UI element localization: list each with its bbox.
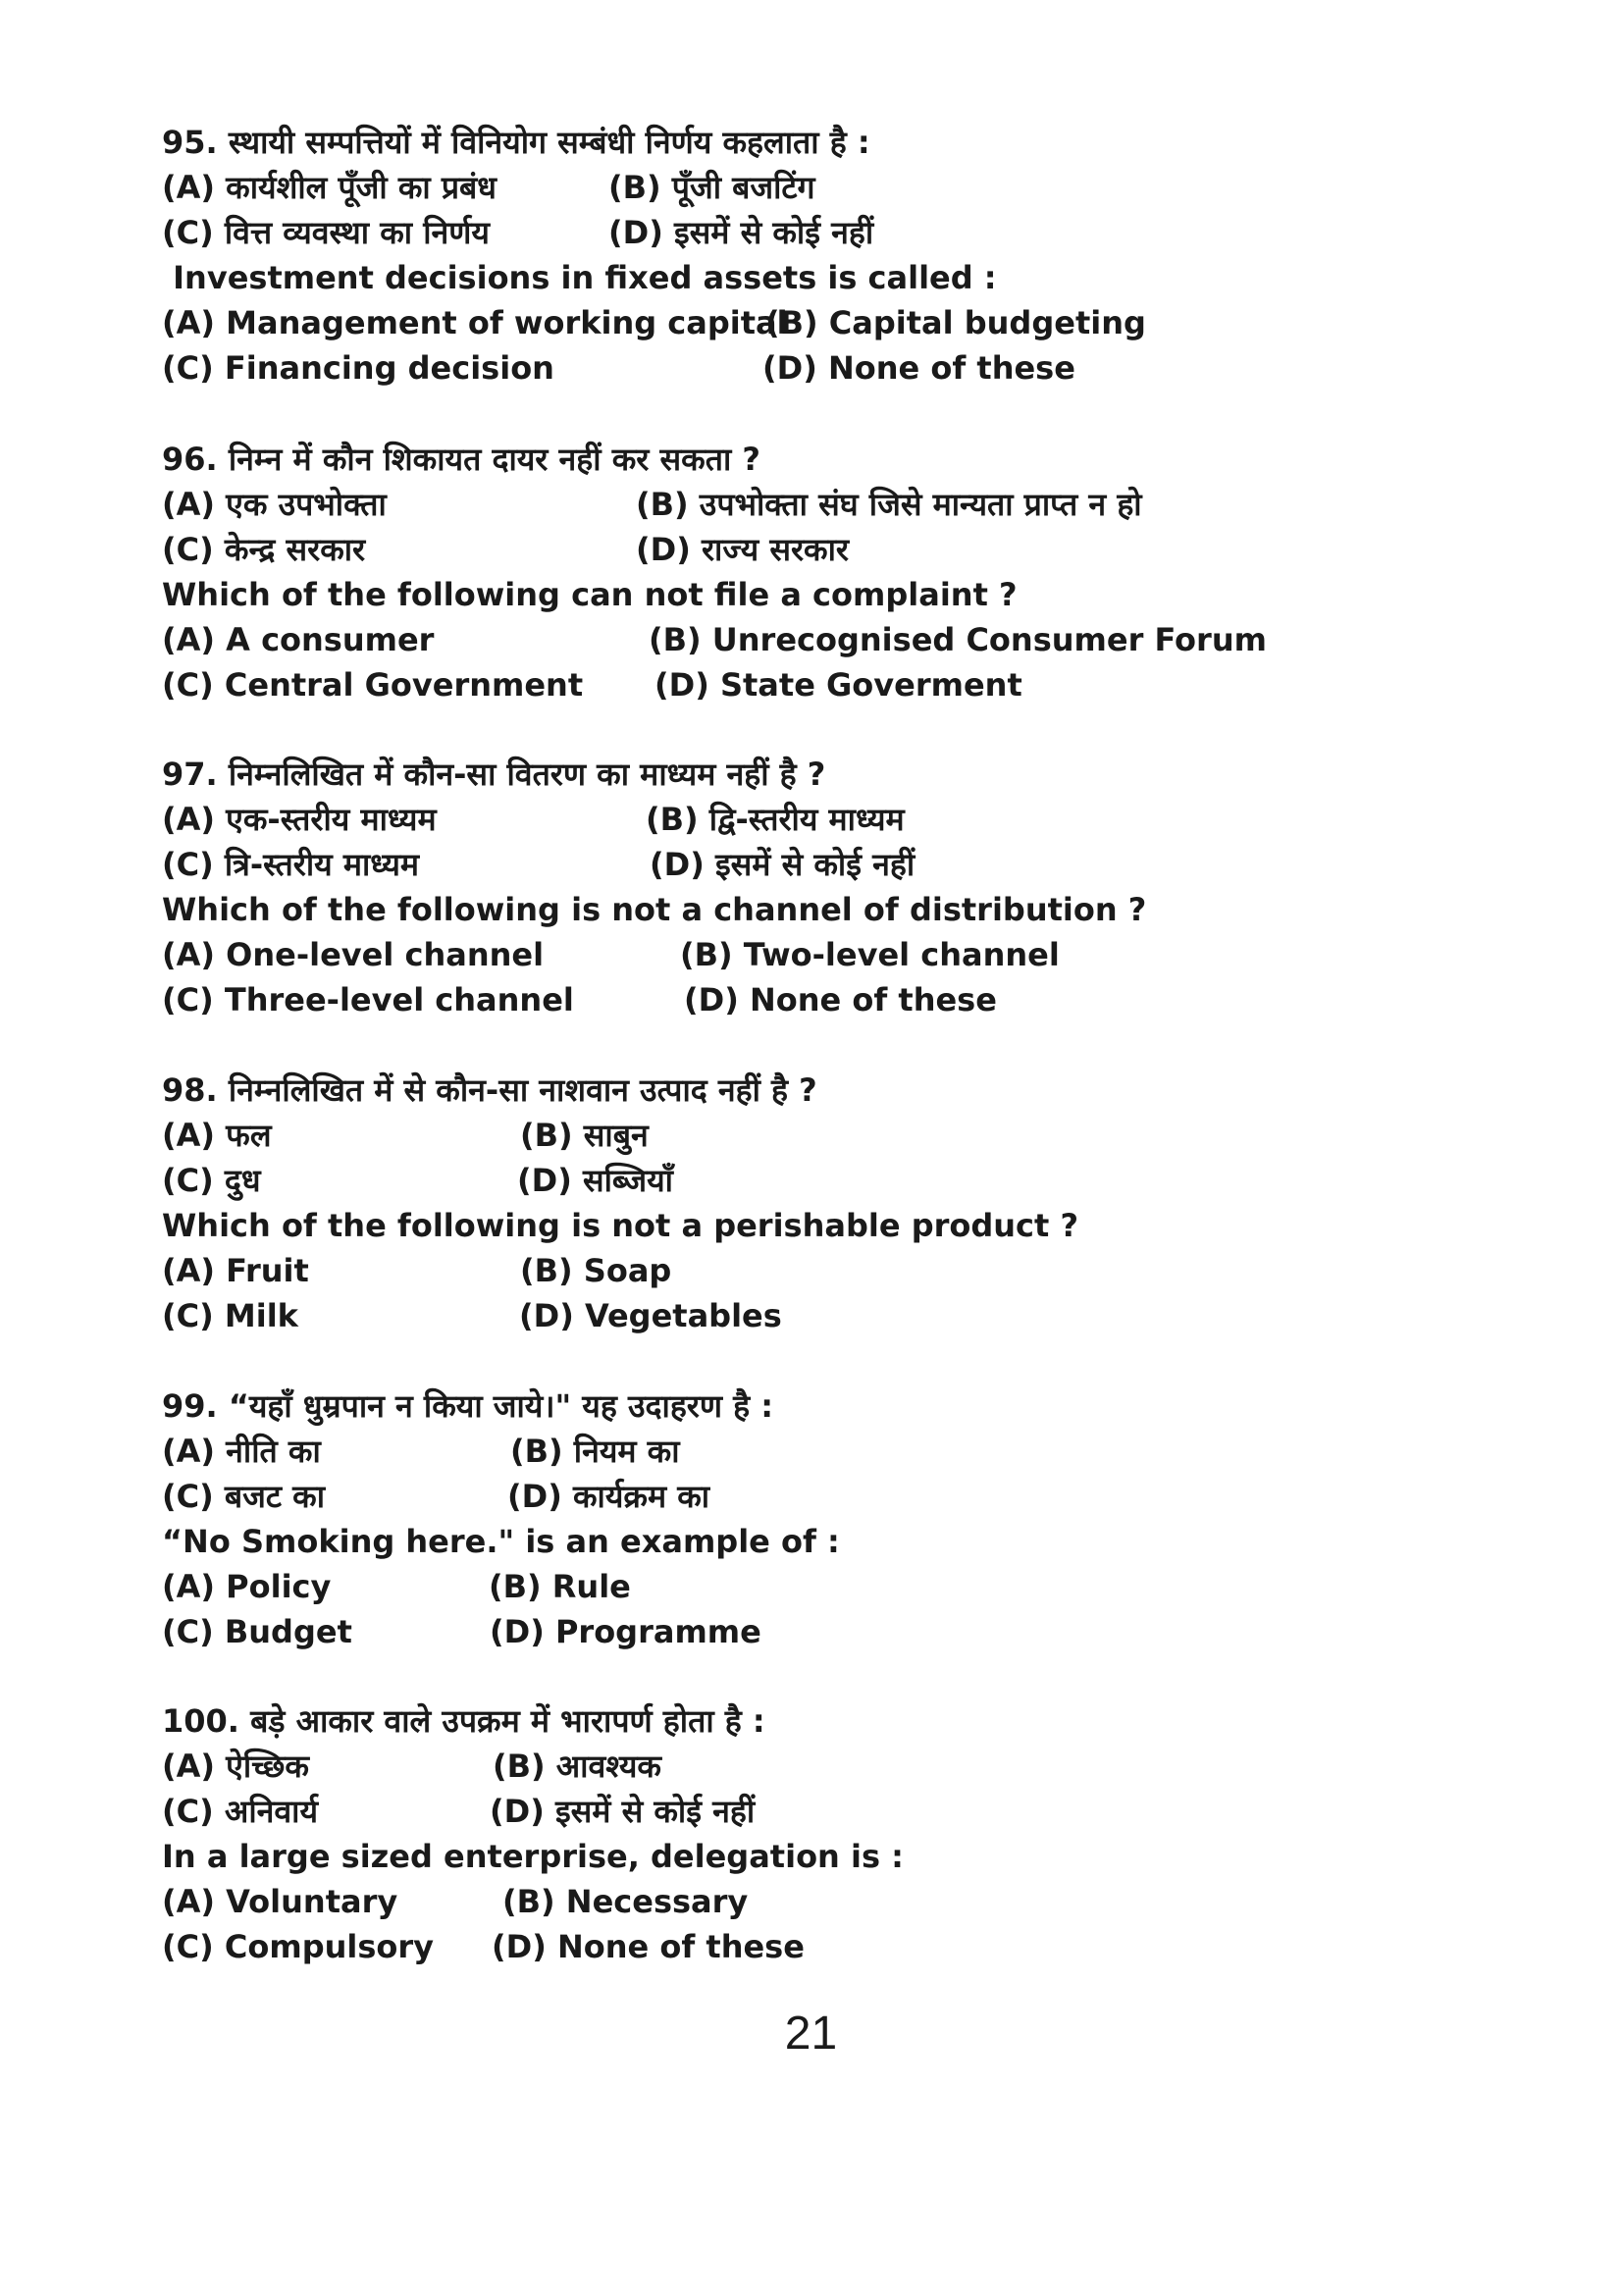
question-stem: 99. “यहाँ धुम्रपान न किया जाये।" यह उदाहरण है : xyxy=(162,1387,774,1425)
option-a: (A) नीति का xyxy=(162,1433,321,1470)
option-b: (B) Capital budgeting xyxy=(765,304,1146,341)
option-c: (C) बजट का xyxy=(162,1478,326,1515)
question-text-hindi xyxy=(162,1698,1496,1744)
option-d: (D) Vegetables xyxy=(519,1297,782,1334)
question-text-hindi xyxy=(162,437,1496,482)
option-b: (B) Rule xyxy=(489,1568,631,1605)
options-row xyxy=(162,1429,1496,1474)
question-stem: In a large sized enterprise, delegation is : xyxy=(162,1838,904,1875)
option-d: (D) None of these xyxy=(762,349,1075,387)
option-d: (D) इसमें से कोई नहीं xyxy=(490,1793,756,1830)
options-row xyxy=(162,1113,1496,1158)
options-row xyxy=(162,977,1496,1022)
option-a: (A) A consumer xyxy=(162,621,435,658)
question-text-hindi xyxy=(162,752,1496,797)
question-99 xyxy=(162,1383,1496,1654)
question-text-english xyxy=(162,572,1496,617)
options-row xyxy=(162,1879,1496,1924)
option-d: (D) State Goverment xyxy=(654,666,1022,704)
question-stem: 98. निम्नलिखित में से कौन-सा नाशवान उत्पाद नहीं है ? xyxy=(162,1071,817,1109)
options-row xyxy=(162,345,1496,391)
option-b: (B) Soap xyxy=(520,1252,672,1289)
question-98 xyxy=(162,1068,1496,1338)
options-row xyxy=(162,1789,1496,1834)
question-text-hindi xyxy=(162,1383,1496,1429)
options-row xyxy=(162,1248,1496,1293)
options-row xyxy=(162,210,1496,255)
option-d: (D) इसमें से कोई नहीं xyxy=(608,214,874,251)
option-c: (C) Three-level channel xyxy=(162,981,574,1018)
option-c: (C) Compulsory xyxy=(162,1928,435,1965)
options-row xyxy=(162,1924,1496,1969)
options-row xyxy=(162,1158,1496,1203)
option-d: (D) Programme xyxy=(490,1613,761,1650)
question-stem: 100. बड़े आकार वाले उपक्रम में भारापर्ण होता है : xyxy=(162,1702,765,1740)
options-row xyxy=(162,1293,1496,1338)
option-c: (C) Milk xyxy=(162,1297,298,1334)
option-c: (C) त्रि-स्तरीय माध्यम xyxy=(162,846,420,883)
options-row xyxy=(162,617,1496,662)
question-text-hindi xyxy=(162,1068,1496,1113)
option-b: (B) नियम का xyxy=(510,1433,680,1470)
option-c: (C) Financing decision xyxy=(162,349,554,387)
question-text-english xyxy=(162,1519,1496,1564)
options-row xyxy=(162,932,1496,977)
options-row xyxy=(162,797,1496,842)
option-c: (C) दुध xyxy=(162,1162,261,1199)
option-a: (A) Fruit xyxy=(162,1252,309,1289)
question-95 xyxy=(162,120,1496,391)
option-b: (B) Unrecognised Consumer Forum xyxy=(649,621,1267,658)
question-stem: Which of the following can not file a complaint ? xyxy=(162,576,1018,613)
option-d: (D) इसमें से कोई नहीं xyxy=(650,846,916,883)
option-a: (A) Management of working capital xyxy=(162,304,788,341)
options-row xyxy=(162,1744,1496,1789)
option-b: (B) उपभोक्ता संघ जिसे मान्यता प्राप्त न हो xyxy=(636,486,1142,523)
question-100 xyxy=(162,1698,1496,1969)
option-d: (D) None of these xyxy=(492,1928,805,1965)
question-stem: Investment decisions in fixed assets is called : xyxy=(162,259,997,296)
option-c: (C) केन्द्र सरकार xyxy=(162,531,366,568)
option-a: (A) एक उपभोक्ता xyxy=(162,486,387,523)
question-stem: Which of the following is not a channel of distribution ? xyxy=(162,891,1147,928)
option-a: (A) एक-स्तरीय माध्यम xyxy=(162,801,437,838)
option-c: (C) अनिवार्य xyxy=(162,1793,319,1830)
option-c: (C) Central Government xyxy=(162,666,584,704)
question-stem: 95. स्थायी सम्पत्तियों में विनियोग सम्बंधी निर्णय कहलाता है : xyxy=(162,124,870,161)
options-row xyxy=(162,482,1496,527)
page-number: 21 xyxy=(784,2008,838,2060)
option-a: (A) फल xyxy=(162,1117,272,1154)
question-stem: Which of the following is not a perishable product ? xyxy=(162,1207,1079,1244)
option-a: (A) ऐच्छिक xyxy=(162,1748,309,1785)
options-row xyxy=(162,527,1496,572)
options-row xyxy=(162,662,1496,707)
options-row xyxy=(162,165,1496,210)
question-text-hindi xyxy=(162,120,1496,165)
option-b: (B) Necessary xyxy=(502,1883,749,1920)
option-d: (D) सब्जियाँ xyxy=(517,1162,673,1199)
question-stem: “No Smoking here." is an example of : xyxy=(162,1523,840,1560)
option-a: (A) One-level channel xyxy=(162,936,545,973)
option-a: (A) Voluntary xyxy=(162,1883,398,1920)
option-d: (D) राज्य सरकार xyxy=(636,531,850,568)
options-row xyxy=(162,1609,1496,1654)
option-a: (A) Policy xyxy=(162,1568,332,1605)
question-text-english xyxy=(162,1834,1496,1879)
question-stem: 97. निम्नलिखित में कौन-सा वितरण का माध्यम नहीं है ? xyxy=(162,756,826,793)
option-d: (D) कार्यक्रम का xyxy=(507,1478,710,1515)
question-96 xyxy=(162,437,1496,707)
options-row xyxy=(162,300,1496,345)
option-b: (B) द्वि-स्तरीय माध्यम xyxy=(646,801,905,838)
option-b: (B) पूँजी बजटिंग xyxy=(608,169,815,206)
option-c: (C) Budget xyxy=(162,1613,352,1650)
question-text-english xyxy=(162,1203,1496,1248)
question-text-english xyxy=(162,255,1496,300)
option-b: (B) साबुन xyxy=(520,1117,649,1154)
option-a: (A) कार्यशील पूँजी का प्रबंध xyxy=(162,169,497,206)
options-row xyxy=(162,842,1496,887)
option-d: (D) None of these xyxy=(684,981,997,1018)
options-row xyxy=(162,1474,1496,1519)
option-b: (B) Two-level channel xyxy=(680,936,1060,973)
question-stem: 96. निम्न में कौन शिकायत दायर नहीं कर सकता ? xyxy=(162,441,760,478)
options-row xyxy=(162,1564,1496,1609)
question-text-english xyxy=(162,887,1496,932)
option-c: (C) वित्त व्यवस्था का निर्णय xyxy=(162,214,490,251)
option-b: (B) आवश्यक xyxy=(493,1748,662,1785)
question-97 xyxy=(162,752,1496,1022)
